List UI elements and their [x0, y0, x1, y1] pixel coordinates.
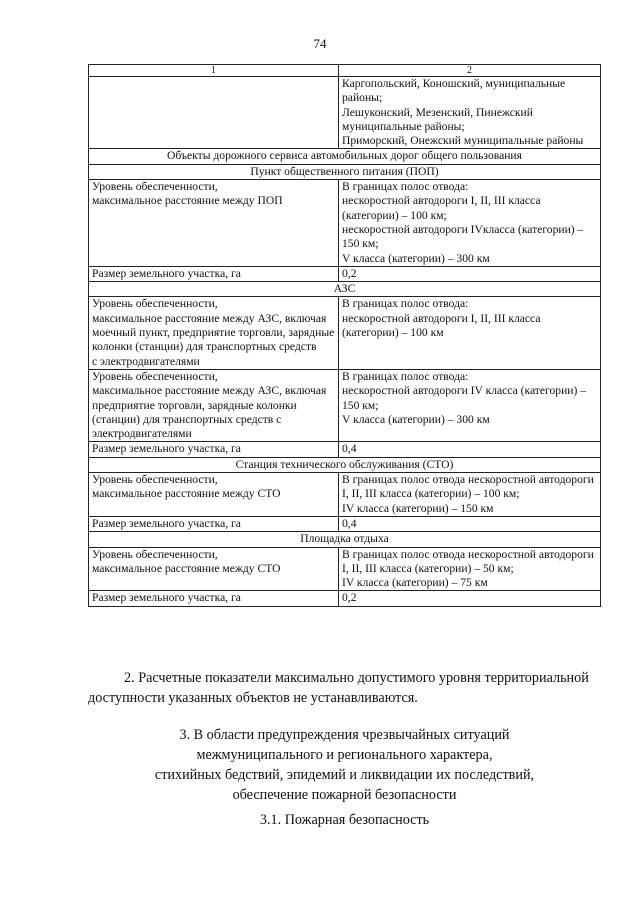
- subsection-title-row: [89, 282, 601, 297]
- paragraph-2: 2. Расчетные показатели максимально допустимого уровня территориальной доступности указанных объектов не устанавливаются.: [88, 670, 589, 706]
- rest-level-value: В границах полос отвода нескоростной автодороги I, II, III класса (категории) – 50 км; IV класса (категории) – 75 км: [339, 547, 601, 591]
- pop-size-value: 0,2: [339, 266, 601, 281]
- azs-size-value: 0,4: [339, 442, 601, 457]
- sto-size-value: 0,4: [339, 516, 601, 531]
- table-row: [89, 266, 601, 281]
- table-row: [89, 297, 601, 369]
- empty-cell: [89, 77, 339, 149]
- page-number: 74: [313, 36, 327, 51]
- azs-size-label: Размер земельного участка, га: [89, 442, 339, 457]
- table-row: [89, 369, 601, 441]
- sto-level-value: В границах полос отвода нескоростной автодороги I, II, III класса (категории) – 100 км; IV класса (категории) – 150 км: [339, 473, 601, 517]
- table-row: [89, 516, 601, 531]
- section-3-1-heading: 3.1. Пожарная безопасность: [259, 812, 430, 828]
- azs-level2-value: В границах полос отвода: нескоростной автодороги IV класса (категории) – 150 км; V класса (категории) – 300 км: [339, 369, 601, 441]
- rest-size-label: Размер земельного участка, га: [89, 591, 339, 606]
- pop-size-label: Размер земельного участка, га: [89, 266, 339, 281]
- table-header-row: [89, 65, 601, 77]
- pop-title: Пункт общественного питания (ПОП): [89, 164, 601, 179]
- table-row: [89, 180, 601, 267]
- table-row: [89, 591, 601, 606]
- subsection-title-row: [89, 164, 601, 179]
- sto-size-label: Размер земельного участка, га: [89, 516, 339, 531]
- rest-size-value: 0,2: [339, 591, 601, 606]
- column-header-2: 2: [339, 65, 601, 77]
- pop-level-label: Уровень обеспеченности, максимальное расстояние между ПОП: [89, 180, 339, 267]
- pop-level-value: В границах полос отвода: нескоростной автодороги I, II, III класса (категории) – 100 км; нескоростной автодороги IVкласса (категории) – 150 км; V класса (категории) – 300 км: [339, 180, 601, 267]
- norms-table: [88, 64, 601, 607]
- subsection-title-row: [89, 457, 601, 472]
- table-row: [89, 547, 601, 591]
- azs-level1-value: В границах полос отвода: нескоростной автодороги I, II, III класса (категории) – 100 км: [339, 297, 601, 369]
- table-row: [89, 77, 601, 149]
- table-row: [89, 473, 601, 517]
- subsection-title-row: [89, 532, 601, 547]
- azs-level1-label: Уровень обеспеченности, максимальное расстояние между АЗС, включая моечный пункт, предприятие торговли, зарядные колонки (станции) для транспортных средств с электродвигателями: [89, 297, 339, 369]
- continuation-cell: Каргопольский, Коношский, муниципальные районы; Лешуконский, Мезенский, Пинежский муниципальные районы; Приморский, Онежский муниципальные районы: [339, 77, 601, 149]
- sto-level-label: Уровень обеспеченности, максимальное расстояние между СТО: [89, 473, 339, 517]
- section-title: Объекты дорожного сервиса автомобильных дорог общего пользования: [89, 149, 601, 164]
- table-row: [89, 442, 601, 457]
- column-header-1: 1: [89, 65, 339, 77]
- rest-level-label: Уровень обеспеченности, максимальное расстояние между СТО: [89, 547, 339, 591]
- sto-title: Станция технического обслуживания (СТО): [89, 457, 601, 472]
- azs-title: АЗС: [89, 282, 601, 297]
- section-title-row: [89, 149, 601, 164]
- rest-area-title: Площадка отдыха: [89, 532, 601, 547]
- azs-level2-label: Уровень обеспеченности, максимальное расстояние между АЗС, включая предприятие торговли, зарядные колонки (станции) для транспортных средств с электродвигателями: [89, 369, 339, 441]
- section-3-heading: 3. В области предупреждения чрезвычайных ситуаций межмуниципального и регионального характера, стихийных бедствий, эпидемий и ликвидации их последствий, обеспечение пожарной безопасности: [154, 727, 535, 803]
